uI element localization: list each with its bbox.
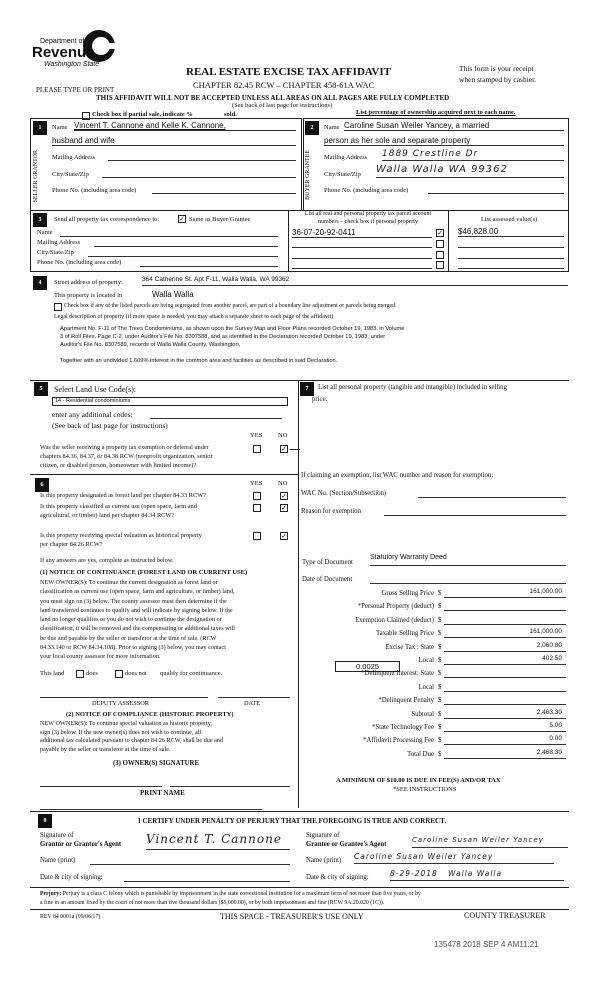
certify-statement: I CERTIFY UNDER PENALTY OF PERJURY THAT THE FOREGOING IS TRUE AND CORRECT. [138,817,447,825]
forest-no-checkbox[interactable]: ✓ [281,492,287,500]
section-number-7: 7 [300,382,314,396]
corr-phone-label: Phone No. (including area code) [37,259,122,266]
see-back-5: (See back of last page for instructions) [52,421,168,430]
fee-value-field[interactable] [444,668,566,678]
exemption-question: Was the seller receiving a property tax exemption or deferral under [40,444,209,451]
fee-value-field[interactable]: 2,463.30 [444,709,566,719]
deputy-assessor-signature[interactable] [40,688,208,698]
does-not-checkbox[interactable] [115,670,123,678]
fee-label: *Delinquent Penalty [378,697,434,705]
grantor-name-print-label: Name (print) [40,857,76,864]
seller-mail-field[interactable] [108,151,296,161]
current-use-yes-checkbox[interactable] [253,504,261,512]
assessed-value-field[interactable] [458,259,564,269]
dollar-sign: $ [438,643,442,651]
street-field[interactable]: 364 Catherine St. Apt F-11, Walla Walla, WA 99362 [142,276,568,286]
fee-value-field[interactable]: 2,060.80 [444,642,566,652]
buyer-phone-field[interactable] [428,184,564,194]
assessed-header: List assessed value(s) [480,216,538,223]
parcel-number-field[interactable] [292,259,432,269]
exemption-yes-checkbox[interactable] [253,445,261,453]
form-revision: REV 84 0001a (09/06/17) [40,914,101,920]
warning: THIS AFFIDAVIT WILL NOT BE ACCEPTED UNLESS ALL AREAS ON ALL PAGES ARE FULLY COMPLETED [96,94,450,102]
fee-label: Total Due [407,750,434,758]
additional-codes-field[interactable] [150,409,282,419]
segregated-checkbox[interactable] [54,303,62,311]
perjury-label: Perjury: [40,891,62,897]
type-print: PLEASE TYPE OR PRINT [36,86,115,94]
located-label: This property is located in [54,292,123,299]
additional-codes-label: enter any additional codes: [52,410,133,419]
section-number-8: 8 [38,814,52,828]
fee-value-field[interactable]: 402.50 [444,655,566,665]
fee-label: Taxable Selling Price [375,630,434,638]
grantee-signature[interactable]: Caroline Susan Weiler Yancey [412,836,568,848]
owner-signature-title: (3) OWNER(S) SIGNATURE [113,760,199,767]
seller-mail-label: Mailing Address [52,154,96,161]
dollar-sign: $ [438,750,442,758]
corr-city-label: City/State/Zip [37,249,74,256]
exemption-no-checkbox[interactable]: ✓ [281,445,287,453]
notice-line: sign (3) below. If the new owner(s) does not wish to continue, all [40,728,202,736]
legal-description-3: Auditor's File No. 8307589, records of Walla Walla County, Washington. [60,342,241,348]
dollar-sign: $ [438,683,442,691]
fee-value-field[interactable] [444,615,566,625]
fee-value-field[interactable]: 2,468.30 [444,749,566,759]
divider [30,380,569,381]
assessed-value-field[interactable] [458,249,564,259]
fee-label: Local [418,657,434,664]
personal-property-label: List all personal property (tangible and intangible) included in selling [318,384,507,391]
divider [298,380,299,808]
owner-signature-field[interactable] [40,777,162,787]
personal-property-label-2: price. [312,396,328,403]
minimum-note: A MINIMUM OF $10.00 IS DUE IN FEE(S) AND/OR TAX [336,777,501,784]
notice-line: land transferred continues to qualify and will indicate by signing below. If the [40,606,233,614]
parcel-number-field[interactable] [292,249,432,259]
exemption-question-2: chapters 84.36, 84.37, or 84.38 RCW (nonprofit organization, senior [40,453,213,460]
send-correspondence-label: Send all property tax correspondence to: [54,216,160,223]
seller-name-field-2[interactable]: husband and wife [52,136,296,146]
grantor-date-city-label: Date & city of signing: [40,874,103,881]
exemption-claim-label: If claiming an exemption, list WAC number and reason for exemption: [301,472,494,479]
corr-mail-field[interactable] [94,237,278,247]
divider [30,811,569,812]
assessed-value-field[interactable] [458,238,564,248]
grantee-sig-label: Signature of [306,832,340,839]
dollar-sign: $ [438,710,442,718]
historic-question-2: per chapter 84.26 RCW? [40,541,103,548]
current-use-question-2: agricultural, or timber) land per chapter 84.34 RCW? [40,512,175,519]
dollar-sign: $ [438,697,442,705]
date-label: DATE [244,700,261,707]
section-number-2: 2 [305,121,319,135]
parcel-header-1: List all real and personal property tax parcel account [304,211,432,217]
receipt-note-2: when stamped by cashier. [459,75,537,84]
grantee-date-city-field[interactable]: 8-29-2018 Walla Walla [390,869,564,881]
recording-stamp: 135478 2018 SEP 4 AM11:21 [434,940,539,949]
buyer-mail-field[interactable]: 1889 Crestline Dr [382,149,564,161]
fee-label: Gross Selling Price [381,590,434,597]
assessed-value-field[interactable]: $46,828.00 [458,227,564,237]
divider [290,449,300,450]
seller-name-field[interactable]: Vincent T. Cannone and Kelle K. Cannone, [74,121,296,131]
yes-header: YES [250,480,263,487]
land-use-label: Select Land Use Code(s): [54,385,136,394]
notice-line: your local county assessor for more information. [40,653,161,661]
notice-continuance-title: (1) NOTICE OF CONTINUANCE (FOREST LAND OR CURRENT USE) [40,569,248,576]
dollar-sign: $ [438,657,442,664]
notice-line: be due and payable by the seller or transferor at the time of sale. (RCW [40,634,217,642]
buyer-name-field-2[interactable]: person as her sole and separate property [324,136,564,146]
county-treasurer-label: COUNTY TREASURER [464,911,546,920]
wac-field[interactable] [418,488,566,498]
fee-label: Exemption Claimed (deduct) [355,616,434,624]
street-label: Street address of property: [54,279,123,286]
fee-value-field[interactable]: 161,000.00 [444,628,566,638]
parcel-number-field[interactable] [292,238,432,248]
notice-line: NEW OWNER(S): To continue special valuation as historic property, [40,720,212,727]
seller-city-field[interactable] [102,168,296,178]
located-value[interactable]: Walla Walla [152,290,194,299]
forest-yes-checkbox[interactable] [253,492,261,500]
doc-type-field[interactable]: Statutory Warranty Deed [370,554,566,566]
treasurer-use-label: THIS SPACE - TREASURER'S USE ONLY [220,912,364,921]
buyer-mail-label: Mailing Address [324,154,368,161]
doc-date-field[interactable] [370,574,566,584]
parcel-personal-checkbox[interactable] [436,251,444,259]
seller-phone-label: Phone No. (including area code) [52,187,137,194]
section-number-4: 4 [33,276,47,290]
fee-label: *Personal Property (deduct) [357,603,434,611]
notice-line: 84.33.140 or RCW 84.34.108). Prior to signing (3) below, you may contact [40,644,226,652]
notice-line: you must sign on (3) below. The county assessor must then determine if the [40,597,227,605]
reason-label: Reason for exemption [301,508,362,515]
parcel-number-field[interactable]: 36-07-20-92-0411 [292,228,432,238]
grantor-name-field[interactable] [90,855,290,865]
legal-description-1: Apartment No. F-11 of The Trees Condominiums, as shown upon the Survey Map and Floor Plans recorded October 19, 1983, in Volume [60,326,405,332]
historic-yes-checkbox[interactable] [253,532,261,540]
fee-value-field[interactable] [444,695,566,705]
segregated-label: Check box if any of the listed parcels are being segregated from another parcel, are part of a boundary line adjustment or parcels being merged. [64,303,397,309]
section-number-5: 5 [34,382,48,396]
legal-label: Legal description of property (if more space is needed, you may attach a separate sheet to each page of the affidavit) [54,314,334,320]
sold-label: sold. [224,111,237,118]
fee-label: *Affidavit Processing Fee [363,737,434,745]
grantee-name-print-label: Name (print) [306,857,342,864]
parcel-header-2: numbers – check box if personal property [318,219,418,225]
same-as-buyer-label: Same as Buyer/Grantee [189,216,251,223]
seller-phone-field[interactable] [152,184,296,194]
buyer-city-label: City/State/Zip [324,171,361,178]
section-number-1: 1 [33,121,47,135]
grantor-agent-label: Grantor or Grantor's Agent [40,841,122,848]
historic-no-checkbox[interactable]: ✓ [281,532,287,540]
forest-land-question: Is this property designated as forest land per chapter 84.33 RCW? [40,492,206,499]
seller-city-label: City/State/Zip [52,171,89,178]
current-use-no-checkbox[interactable]: ✓ [281,504,287,512]
does-label: does [86,670,98,677]
no-header: NO [278,432,288,439]
legal-description-4: Together with an undivided 1.609% interest in the common area and facilities as described in said Declaration. [60,358,338,364]
divider [30,909,569,910]
qualify-label: qualify for continuance. [160,670,223,677]
section-number-3: 3 [33,213,47,227]
chapter-line: CHAPTER 82.45 RCW – CHAPTER 458-61A WAC [193,80,375,90]
dollar-sign: $ [438,616,442,624]
ownership-label: List percentage of ownership acquired next to each name. [356,109,516,116]
doc-type-label: Type of Document [302,559,353,566]
local-rate-field[interactable]: 0.0025 [335,661,400,672]
dollar-sign: $ [438,737,442,745]
divider [30,474,298,475]
notice-line: additional tax calculated pursuant to chapter 84.26 RCW, shall be due and [40,737,224,744]
receipt-note-1: This form is your receipt [459,64,534,73]
grantor-signature[interactable]: Vincent T. Cannone [146,832,290,850]
seller-section [30,118,302,211]
historic-question: Is this property receiving special valuation as historical property [40,532,202,539]
no-header: NO [278,480,288,487]
land-use-select[interactable]: 14 - Residential condominiums [52,397,288,406]
form-title: REAL ESTATE EXCISE TAX AFFIDAVIT [186,66,391,78]
corr-name-field[interactable] [60,227,278,237]
notice-line: classification, it will be removed and the compensating or additional taxes will [40,625,235,633]
owner-signature-field-2[interactable] [170,777,290,787]
section-number-6: 6 [35,478,49,492]
fee-label: Excise Tax : State [385,643,434,651]
fee-label: Subtotal [411,710,434,718]
corr-mail-label: Mailing Address [37,239,81,246]
if-yes-note: If any answers are yes, complete as instructed below. [40,557,174,564]
buyer-city-field[interactable]: Walla Walla WA 99362 [376,164,564,178]
print-name-field-2[interactable] [150,800,262,810]
buyer-side-label: BUYER GRANTEE [305,150,311,200]
fee-value-field[interactable]: 161,000.00 [444,588,566,598]
does-not-label: does not [125,670,147,677]
buyer-phone-label: Phone No. (including area code) [324,187,409,194]
notice-line: NEW OWNER(S): To continue the current designation as forest land or [40,579,218,586]
grantor-date-city-field[interactable] [124,872,290,882]
notice-line: classification as current use (open space, farm and agriculture, or timber) land, [40,588,235,596]
dollar-sign: $ [438,590,442,597]
fee-value-field[interactable] [444,682,566,692]
notice-compliance-text [40,720,223,754]
buyer-name-label: Name [324,124,340,131]
print-name-label: PRINT NAME [140,789,185,797]
deputy-date-field[interactable] [218,688,290,698]
yes-header: YES [250,432,263,439]
corr-name-label: Name [37,229,53,236]
see-back: (See back of last page for instructions) [232,102,333,109]
grantor-sig-label: Signature of [40,832,74,839]
deputy-assessor-label: DEPUTY ASSESSOR [92,700,149,707]
dept-label: Department of [40,38,85,45]
dollar-sign: $ [438,603,442,611]
parcel-personal-checkbox[interactable] [436,240,444,248]
perjury-text-1: Perjury is a class C felony which is punishable by imprisonment in the state correctional institution for a maximum term of not more than five years, or by [62,891,421,897]
this-land-label: This land [40,670,65,677]
divider [30,887,569,888]
wac-label: WAC No. (Section/Subsection) [301,490,387,497]
grantee-name-field[interactable]: Caroline Susan Weiler Yancey [354,852,554,864]
parcel-personal-checkbox[interactable]: ✓ [437,229,443,237]
corr-phone-field[interactable] [140,257,278,267]
fee-value-field[interactable] [444,601,566,611]
exemption-question-3: citizen, or disabled person, homeowner with limited income)? [40,462,197,469]
dollar-sign: $ [438,670,442,678]
legal-description-2: 3 of Roll Files, Page C-2, under Auditor's File No. 8307588, and as identified in the Declaration recorded October 19, 1983, under [60,334,386,340]
perjury-text-2: a fine in an amount fixed by the court of not more than five thousand dollars ($5,000.00), or by both imprisonment and fine (RCW 9A.20.020 (1C)). [40,900,385,906]
partial-sale-label: Check box if partial sale, indicate % [92,111,193,118]
notice-line: land no longer qualifies or you do not wish to continue the designation or [40,616,222,624]
buyer-name-field[interactable]: Caroline Susan Weiler Yancey, a married [344,121,564,131]
revenue-label: Revenue [32,44,95,61]
fee-value-field[interactable]: 0.00 [444,735,566,745]
parcel-personal-checkbox[interactable] [436,261,444,269]
fee-label: Local [418,683,434,691]
seller-side-label: SELLER GRANTOR [33,150,39,203]
corr-city-field[interactable] [88,247,278,257]
current-use-question: Is this property classified as current use (open space, farm and [40,503,197,510]
fee-label: *State Technology Fee [371,724,434,731]
perjury-line-1 [40,891,421,897]
fee-value-field[interactable]: 5.00 [444,722,566,732]
doc-date-label: Date of Document [302,576,353,583]
fee-label: *Delinquent Interest: State [361,670,434,678]
see-instructions: *SEE INSTRUCTIONS [393,786,457,793]
does-checkbox[interactable] [76,670,84,678]
grantee-date-city-label: Date & city of signing: [306,874,369,881]
divider [448,210,449,272]
print-name-field[interactable] [40,800,152,810]
notice-line: payable by the seller or transferor at the time of sale. [40,745,171,753]
notice-compliance-title: (2) NOTICE OF COMPLIANCE (HISTORIC PROPERTY) [66,711,234,718]
grantee-agent-label: Grantee or Grantee's Agent [306,841,387,848]
reason-field[interactable] [384,506,566,516]
notice-continuance-text [40,578,235,662]
seller-name-label: Name [52,124,68,131]
state-label: Washington State [44,61,100,68]
same-as-buyer-checkbox[interactable]: ✓ [179,215,185,223]
divider [288,210,289,272]
dollar-sign: $ [438,724,442,731]
dollar-sign: $ [438,630,442,638]
